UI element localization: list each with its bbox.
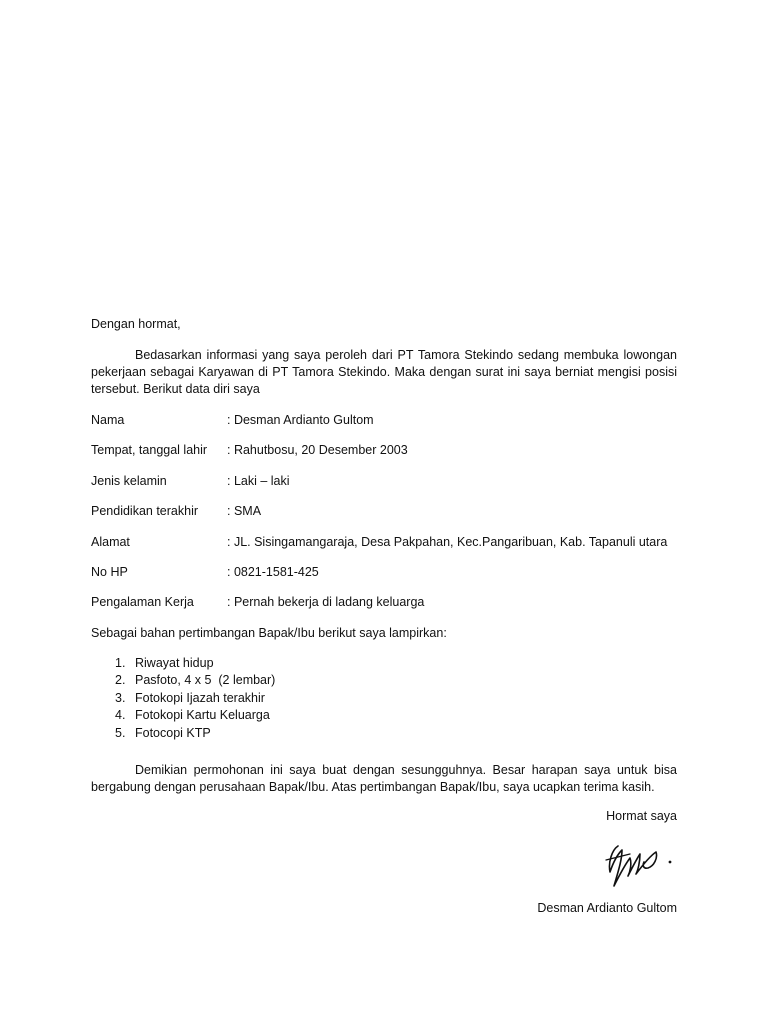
bio-label: Pendidikan terakhir [91,504,199,519]
bio-label: No HP [91,564,128,579]
list-item [91,672,677,690]
list-number: 4. [115,708,126,723]
bio-value: : 0821-1581-425 [227,564,319,579]
bio-label: Jenis kelamin [91,473,167,488]
bio-row-address [91,534,677,551]
bio-value: : SMA [227,504,262,519]
bio-row-phone [91,564,677,581]
letter-body [91,316,677,796]
bio-label: Nama [91,413,125,427]
attachments-list [91,655,677,743]
bio-row-nama [91,412,677,429]
bio-value: : Desman Ardianto Gultom [227,413,374,427]
bio-label: Alamat [91,534,130,549]
signature-image [600,838,680,898]
intro-paragraph: Bedasarkan informasi yang saya peroleh dari PT Tamora Stekindo sedang membuka lowongan pekerjaan sebagai Karyawan di PT Tamora Stekindo. Maka dengan surat ini saya berniat mengisi posisi tersebut. Berikut data diri saya [91,348,677,396]
list-text: Fotokopi Kartu Keluarga [135,708,270,723]
closing-paragraph: Demikian permohonan ini saya buat dengan sesungguhnya. Besar harapan saya untuk bisa bergabung dengan perusahaan Bapak/Ibu. Atas pertimbangan Bapak/Ibu, saya ucapkan terima kasih. [91,763,677,795]
bio-row-education [91,503,677,520]
list-item [91,655,677,673]
attachments-intro: Sebagai bahan pertimbangan Bapak/Ibu berikut saya lampirkan: [91,625,447,640]
bio-row-experience [91,594,677,611]
bio-value: : Pernah bekerja di ladang keluarga [227,595,425,610]
list-number: 5. [115,725,126,740]
list-item [91,725,677,743]
list-text: Fotocopi KTP [135,725,211,740]
signer-name: Desman Ardianto Gultom [537,901,677,915]
list-text: Pasfoto, 4 x 5 (2 lembar) [135,673,276,688]
bio-data-list [91,412,677,611]
list-number: 1. [115,655,126,670]
bio-value: : JL. Sisingamangaraja, Desa Pakpahan, Kec.Pangaribuan, Kab. Tapanuli utara [227,534,668,549]
list-text: Riwayat hidup [135,655,214,670]
bio-row-birth [91,442,677,459]
bio-value: : Laki – laki [227,473,290,488]
list-text: Fotokopi Ijazah terakhir [135,690,265,705]
sign-off [477,808,677,825]
list-number: 2. [115,673,126,688]
list-item [91,707,677,725]
list-number: 3. [115,690,126,705]
bio-value: : Rahutbosu, 20 Desember 2003 [227,443,408,458]
list-item [91,690,677,708]
bio-label: Tempat, tanggal lahir [91,443,208,458]
sign-greeting: Hormat saya [606,809,677,823]
bio-row-gender [91,473,677,490]
greeting: Dengan hormat, [91,317,181,331]
bio-label: Pengalaman Kerja [91,595,194,610]
